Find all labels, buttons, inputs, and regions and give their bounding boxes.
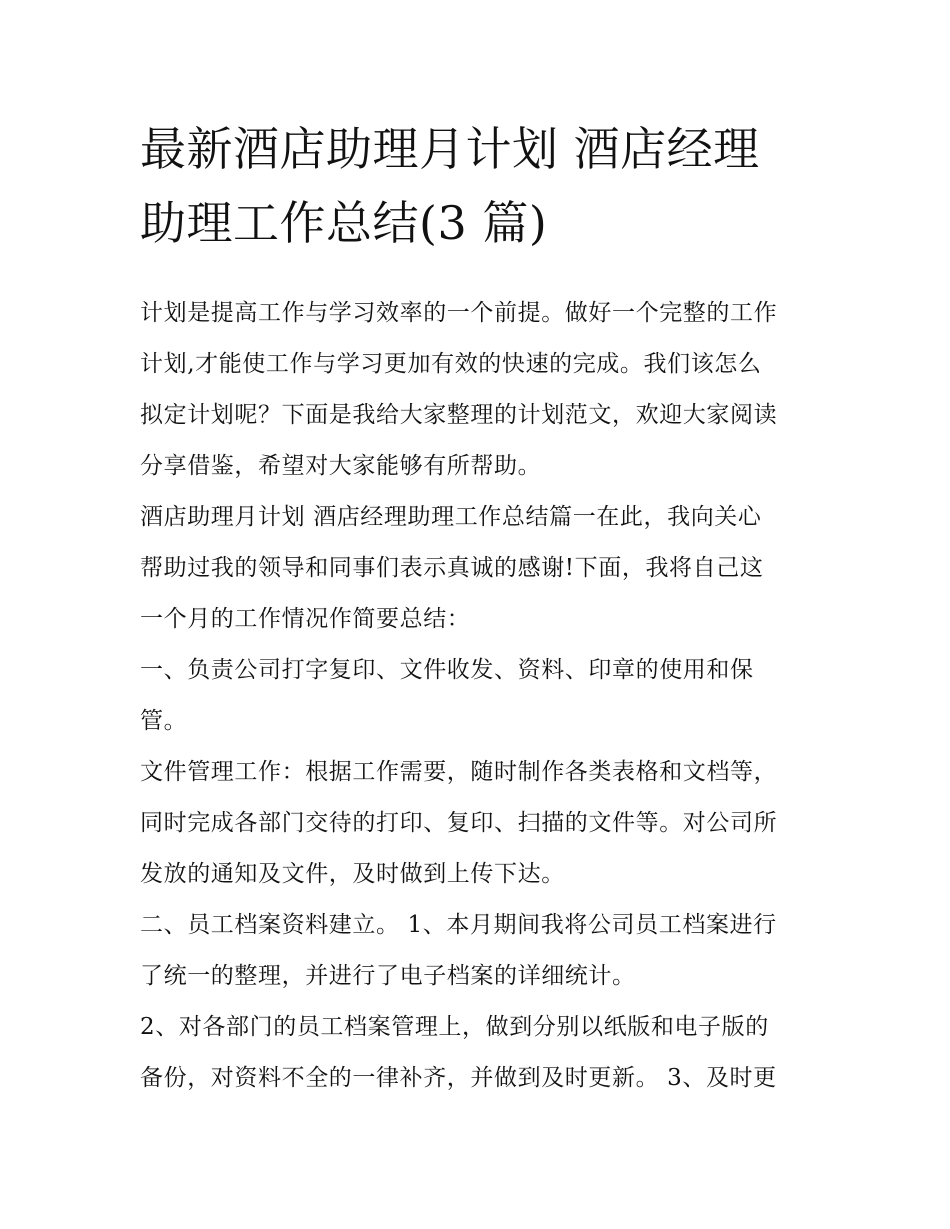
paragraph-item-one: 一、负责公司打字复印、文件收发、资料、印章的使用和保 管。 xyxy=(140,657,754,734)
paragraph-intro: 计划是提高工作与学习效率的一个前提。做好一个完整的工作 计划,才能使工作与学习更加有效的快速的完成。我们该怎么 拟定计划呢？下面是我给大家整理的计划范文，欢迎大家阅读 分享借鉴，希望对大家能够有所帮助。 xyxy=(140,300,778,479)
paragraph-file-management: 文件管理工作：根据工作需要，随时制作各类表格和文档等， 同时完成各部门交待的打印、复印、扫描的文件等。对公司所 发放的通知及文件，及时做到上传下达。 xyxy=(140,759,778,887)
paragraph-section-one: 酒店助理月计划 酒店经理助理工作总结篇一在此，我向关心 帮助过我的领导和同事们表示真诚的感谢!下面，我将自己这 一个月的工作情况作简要总结： xyxy=(140,504,764,632)
document-title: 最新酒店助理月计划 酒店经理 助理工作总结(3 篇) xyxy=(140,122,760,250)
document-body xyxy=(140,112,816,1104)
paragraph-item-two-detail: 2、对各部门的员工档案管理上，做到分别以纸版和电子版的 备份，对资料不全的一律补齐，并做到及时更新。 3、及时更 xyxy=(140,1014,777,1091)
paragraph-item-two: 二、员工档案资料建立。 1、本月期间我将公司员工档案进行 了统一的整理，并进行了电子档案的详细统计。 xyxy=(140,912,777,989)
